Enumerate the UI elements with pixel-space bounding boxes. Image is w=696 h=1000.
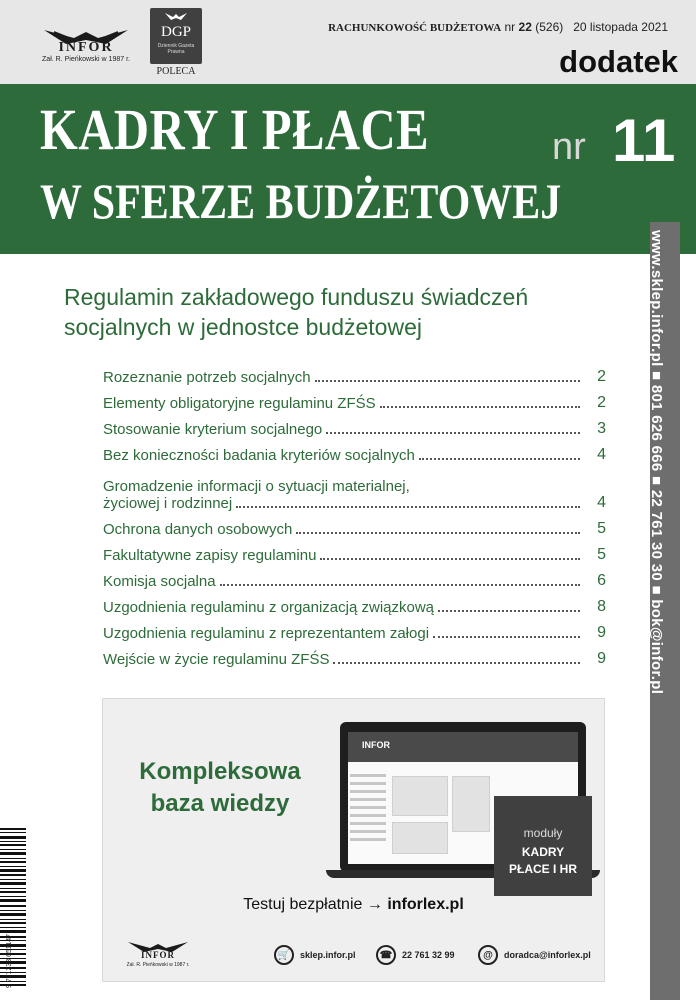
infor-logo-text: INFOR: [58, 40, 114, 55]
toc-item-title: Stosowanie kryterium socjalnego: [103, 421, 323, 438]
dgp-eagle-icon: [164, 10, 188, 22]
toc-item-title: Fakultatywne zapisy regulaminu: [103, 547, 317, 564]
toc-item[interactable]: [103, 590, 606, 616]
toc-item-page: 3: [597, 420, 606, 437]
advert-headline-line1: Kompleksowa: [139, 758, 301, 785]
toc-item-page: 2: [597, 368, 606, 385]
toc-leader: [419, 458, 580, 460]
contact-phone-text: 22 761 32 99: [402, 950, 455, 960]
toc-leader: [333, 662, 580, 664]
toc-item-title: Komisja socjalna: [103, 573, 216, 590]
modules-name-line2: PŁACE I HR: [508, 862, 577, 876]
contact-email-text: doradca@inforlex.pl: [504, 950, 591, 960]
advert-infor-logo-sub: Zał. R. Pieńkowski w 1987 r.: [126, 962, 190, 968]
toc-item[interactable]: [103, 564, 606, 590]
screen-logo: INFOR: [362, 740, 390, 750]
toc-item-title: Bez konieczności badania kryteriów socjalnych: [103, 447, 415, 464]
advert-headline-line2: baza wiedzy: [150, 790, 290, 817]
toc-item-page: 6: [597, 572, 606, 589]
toc-item-page: 5: [597, 520, 606, 537]
toc-leader: [438, 610, 580, 612]
toc-item[interactable]: [103, 438, 606, 464]
phone-icon: ☎: [376, 945, 396, 965]
title-line-2: W SFERZE BUDŻETOWEJ: [40, 173, 562, 229]
toc-item-title: Elementy obligatoryjne regulaminu ZFŚS: [103, 395, 376, 412]
table-of-contents: [103, 360, 606, 668]
toc-item[interactable]: [103, 464, 606, 512]
toc-item-title: Wejście w życie regulaminu ZFŚS: [103, 651, 330, 668]
toc-leader: [296, 532, 580, 534]
contact-shop[interactable]: [274, 944, 356, 966]
magazine-name: RACHUNKOWOŚĆ BUDŻETOWA: [328, 22, 502, 34]
toc-leader: [220, 584, 580, 586]
modules-label: moduły: [523, 826, 563, 840]
issue-date: 20 listopada 2021: [573, 20, 668, 34]
inforlex-link[interactable]: inforlex.pl: [387, 896, 464, 913]
toc-item[interactable]: [103, 538, 606, 564]
modules-name-line1: KADRY: [521, 845, 565, 859]
dgp-logo-text: DGP: [160, 24, 191, 40]
free-trial-text: Testuj bezpłatnie →: [243, 896, 383, 913]
toc-leader: [315, 380, 580, 382]
toc-item[interactable]: [103, 386, 606, 412]
toc-leader: [320, 558, 580, 560]
dgp-poleca: POLECA: [156, 66, 196, 77]
advert-infor-logo-text: INFOR: [141, 950, 175, 960]
contact-phone[interactable]: [376, 944, 455, 966]
toc-item-title-cont: życiowej i rodzinnej: [103, 495, 233, 512]
contact-email[interactable]: [478, 944, 591, 966]
contact-shop-text: sklep.infor.pl: [300, 950, 356, 960]
advert-headline: [120, 756, 320, 820]
supplement-label: dodatek: [559, 44, 678, 79]
toc-item[interactable]: [103, 642, 606, 668]
infor-logo-sub: Zał. R. Pieńkowski w 1987 r.: [42, 56, 130, 63]
toc-leader: [236, 506, 580, 508]
toc-item[interactable]: [103, 512, 606, 538]
toc-item-title: Uzgodnienia regulaminu z reprezentantem załogi: [103, 625, 430, 642]
barcode-number: 9 771233 651147: [6, 934, 13, 988]
toc-item[interactable]: [103, 616, 606, 642]
toc-item-title: Uzgodnienia regulaminu z organizacją związkową: [103, 599, 435, 616]
toc-item-title: Gromadzenie informacji o sytuacji materialnej,: [103, 478, 410, 495]
screen-panel: [392, 776, 448, 816]
issue-prefix: nr: [504, 20, 516, 34]
supplement-nr-label: nr: [552, 126, 586, 168]
barcode: [0, 828, 26, 988]
toc-item-page: 4: [597, 446, 606, 463]
toc-item-page: 2: [597, 394, 606, 411]
screen-sidebar: [350, 774, 386, 860]
toc-item-page: 9: [597, 624, 606, 641]
issue-line: [328, 20, 668, 34]
title-line-1: KADRY I PŁACE: [40, 97, 430, 162]
toc-leader: [326, 432, 580, 434]
free-trial-line[interactable]: [102, 896, 605, 914]
toc-item-page: 5: [597, 546, 606, 563]
toc-item-title: Rozeznanie potrzeb socjalnych: [103, 369, 311, 386]
main-headline: Regulamin zakładowego funduszu świadczeń socjalnych w jednostce budżetowej: [64, 284, 529, 340]
screen-panel: [452, 776, 490, 832]
at-icon: @: [478, 945, 498, 965]
toc-item-page: 9: [597, 650, 606, 667]
cart-icon: 🛒: [274, 945, 294, 965]
toc-item[interactable]: [103, 412, 606, 438]
toc-item-page: 8: [597, 598, 606, 615]
contact-side-text: www.sklep.infor.pl ■ 801 626 666 ■ 22 761 30 30 ■ bok@infor.pl: [648, 230, 665, 695]
toc-leader: [433, 636, 580, 638]
toc-item-title: Ochrona danych osobowych: [103, 521, 293, 538]
supplement-nr-value: 11: [612, 107, 676, 174]
issue-number: 22: [518, 20, 532, 34]
toc-item-page: 4: [597, 494, 606, 511]
screen-panel: [392, 822, 448, 854]
dgp-logo-sub: Dziennik Gazeta Prawna: [157, 43, 195, 55]
modules-name: [494, 844, 592, 878]
toc-leader: [380, 406, 580, 408]
toc-item[interactable]: [103, 360, 606, 386]
issue-overall: (526): [535, 20, 564, 34]
